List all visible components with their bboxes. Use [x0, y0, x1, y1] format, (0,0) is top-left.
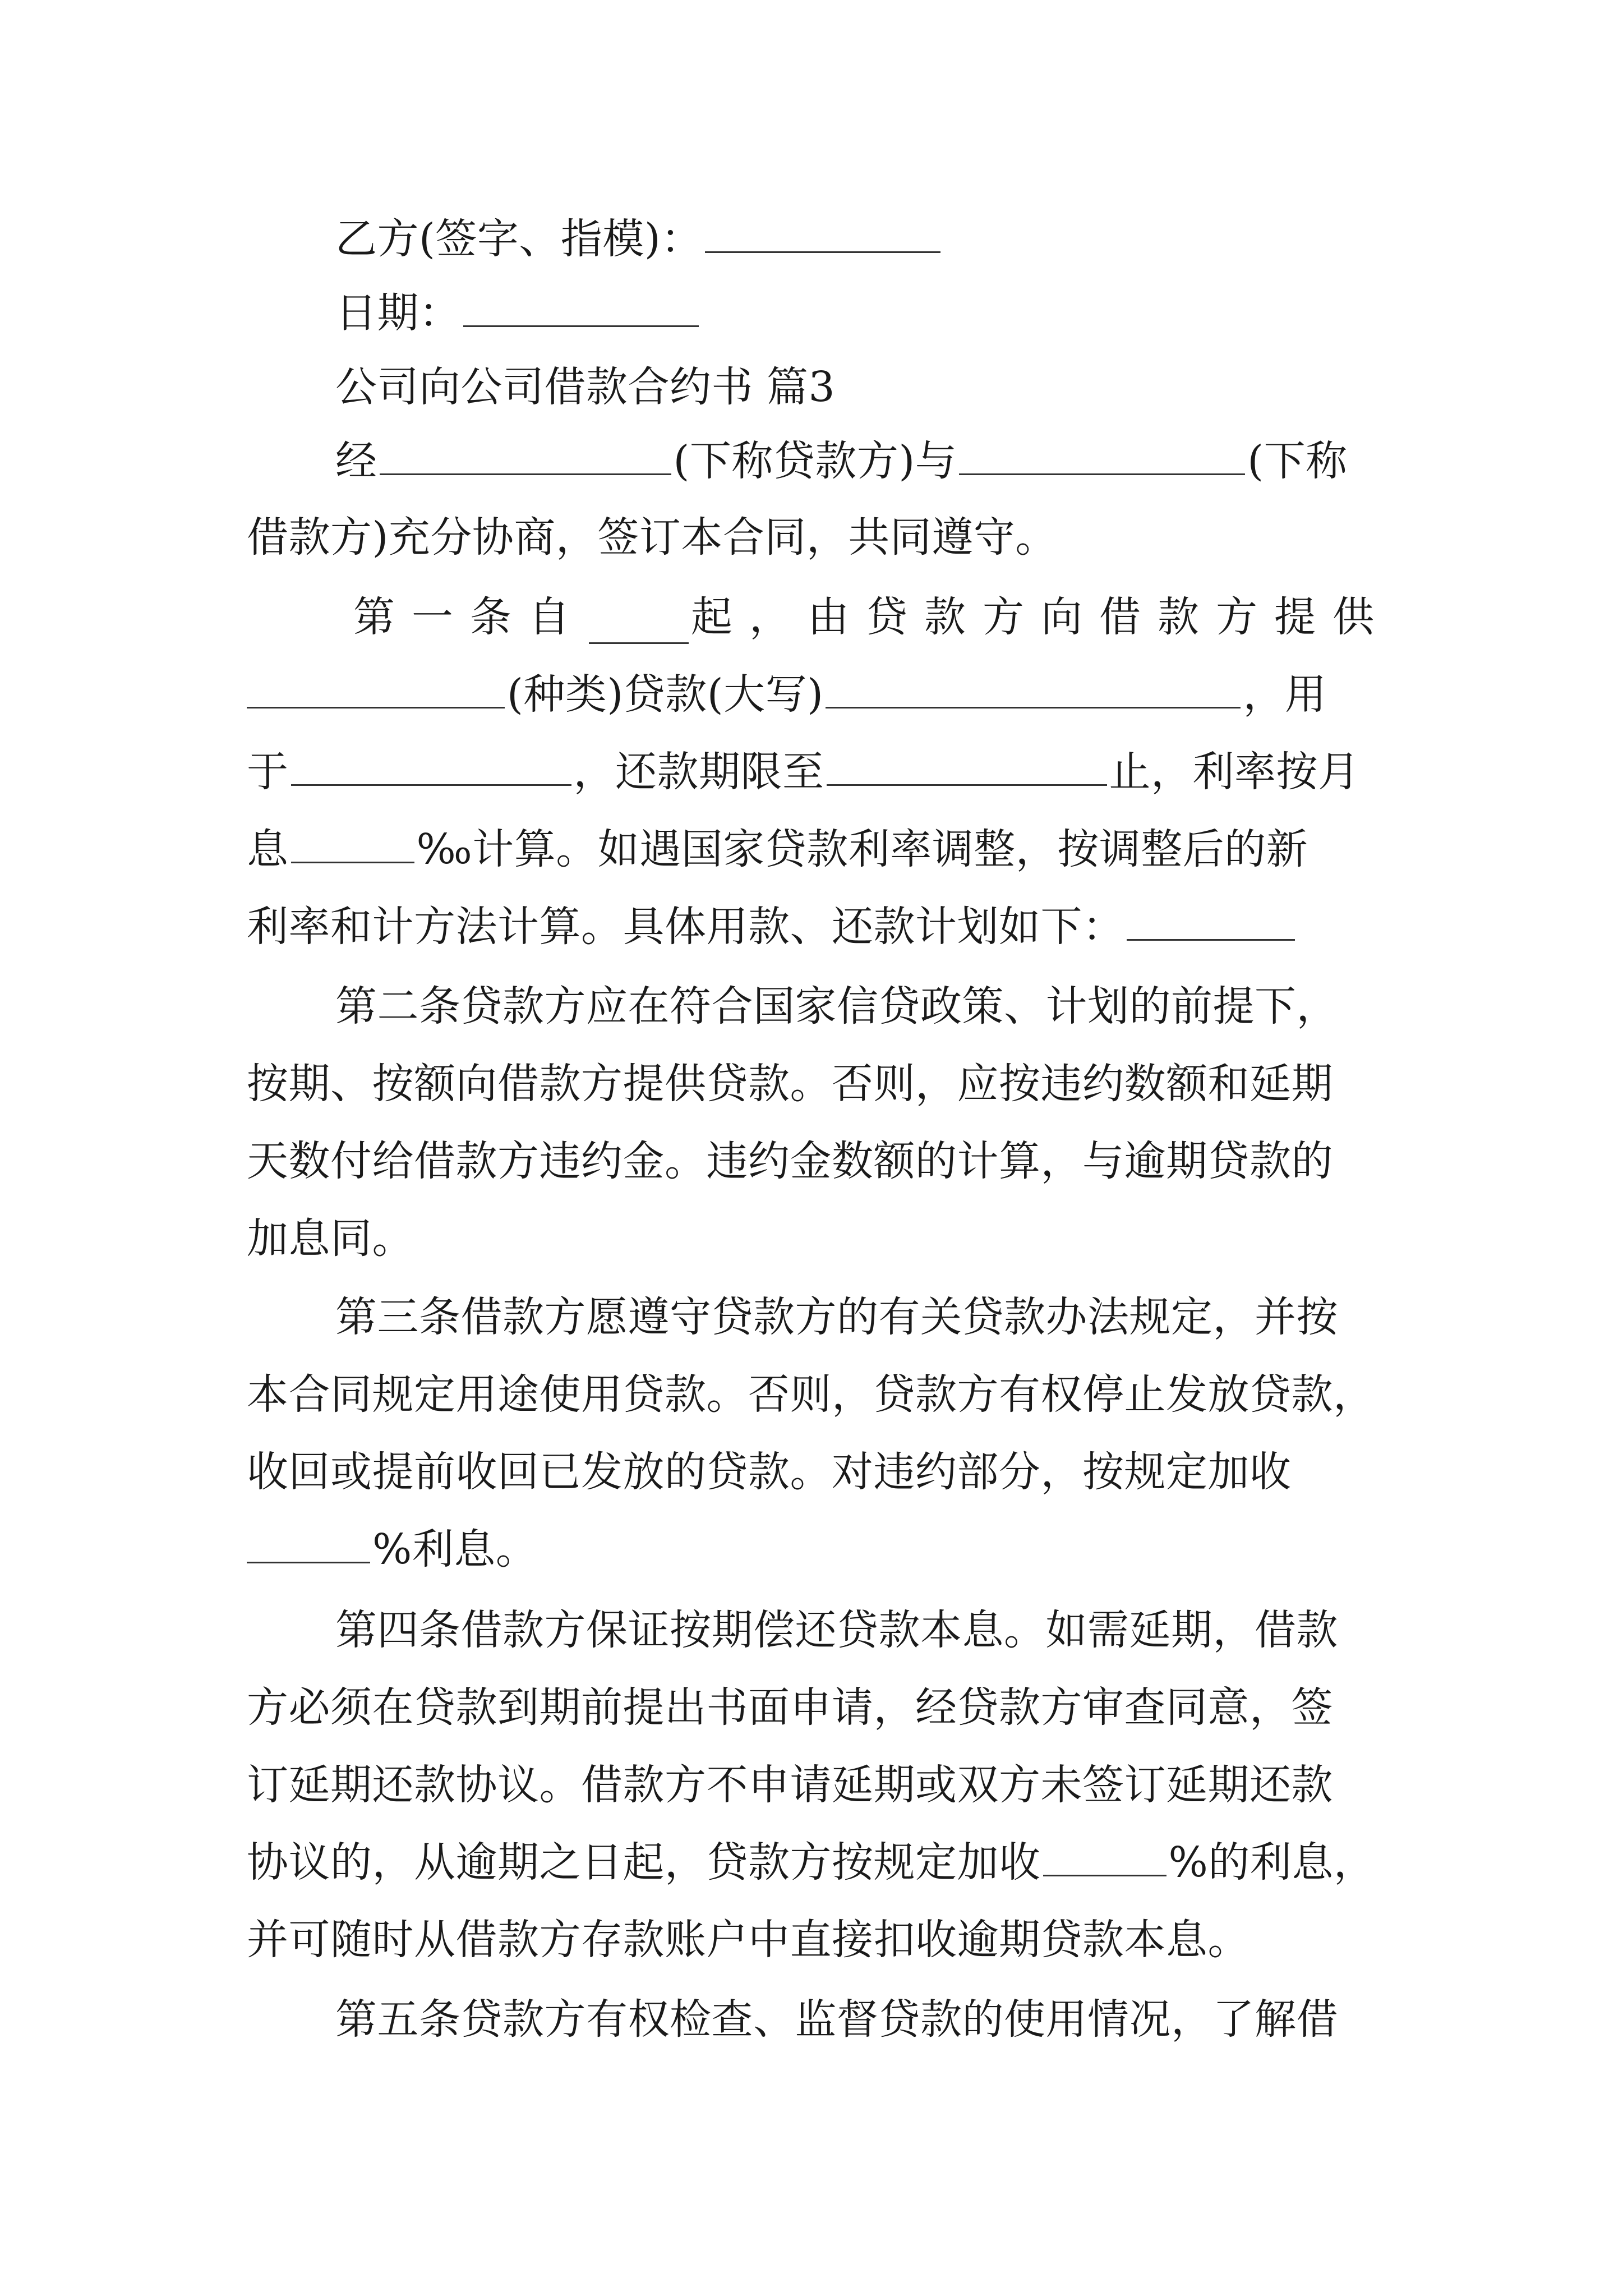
- art4-line-3: 订延期还款协议。借款方不申请延期或双方未签订延期还款: [247, 1761, 1333, 1809]
- art4-line-2: 方必须在贷款到期前提出书面申请，经贷款方审查同意，签: [247, 1683, 1333, 1732]
- party-b-signature-blank[interactable]: [705, 215, 940, 253]
- loan-type-blank[interactable]: [247, 671, 505, 708]
- art1-line-1: [353, 590, 1391, 644]
- art2-line-3: 天数付给借款方违约金。违约金数额的计算，与逾期贷款的: [247, 1137, 1333, 1185]
- intro-text-c: (下称: [1247, 437, 1348, 485]
- art1-line-5: [247, 900, 1391, 954]
- art4-text-e: %的利息，: [1168, 1838, 1376, 1887]
- art4-text-d: 协议的，从逾期之日起，贷款方按规定加收: [247, 1838, 1041, 1887]
- borrower-name-blank[interactable]: [959, 438, 1245, 475]
- art1-line-2: [247, 668, 1391, 721]
- intro-line-1: [335, 434, 1391, 488]
- art3-line-1: 第三条借款方愿遵守贷款方的有关贷款办法规定，并按: [335, 1293, 1338, 1341]
- loan-amount-blank[interactable]: [826, 671, 1241, 708]
- art2-line-4: 加息同。: [247, 1214, 414, 1263]
- intro-text-b: (下称贷款方)与: [673, 437, 957, 485]
- art3-line-4: [247, 1522, 1391, 1576]
- monthly-rate-blank[interactable]: [291, 826, 414, 863]
- start-date-blank[interactable]: [589, 606, 689, 644]
- lender-name-blank[interactable]: [380, 438, 671, 475]
- art1-text-a: 第一条自: [353, 593, 587, 641]
- art3-line-3: 收回或提前收回已发放的贷款。对违约部分，按规定加收: [247, 1448, 1292, 1496]
- art1-text-f: ，还款期限至: [573, 748, 824, 796]
- intro-text-a: 经: [335, 437, 377, 485]
- art3-line-2: 本合同规定用途使用贷款。否则，贷款方有权停止发放贷款，: [247, 1370, 1375, 1419]
- penalty-rate-blank[interactable]: [247, 1526, 370, 1563]
- art4-line-4: [247, 1835, 1391, 1889]
- art4-line-1: 第四条借款方保证按期偿还贷款本息。如需延期，借款: [335, 1606, 1338, 1654]
- loan-purpose-blank[interactable]: [291, 748, 571, 786]
- art1-text-h: 息: [247, 825, 289, 873]
- art1-text-j: 利率和计方法计算。具体用款、还款计划如下：: [247, 903, 1124, 951]
- repayment-plan-blank[interactable]: [1127, 903, 1295, 941]
- art1-text-e: 于: [247, 748, 289, 796]
- overdue-rate-blank[interactable]: [1043, 1839, 1166, 1876]
- date-label: 日期：: [335, 289, 461, 337]
- art2-line-1: 第二条贷款方应在符合国家信贷政策、计划的前提下，: [335, 982, 1338, 1030]
- art3-text-d: %利息。: [372, 1525, 538, 1573]
- date-blank[interactable]: [463, 289, 699, 327]
- art1-text-d: ，用: [1243, 670, 1327, 719]
- party-b-label: 乙方(签字、指模)：: [335, 215, 703, 263]
- art1-text-c: (种类)贷款(大写): [507, 670, 824, 719]
- art1-line-3: [247, 745, 1391, 799]
- party-b-signature-line: [335, 212, 1479, 266]
- intro-line-2: 借款方)充分协商，签订本合同，共同遵守。: [247, 513, 1057, 562]
- art1-text-i: ‰计算。如遇国家贷款利率调整，按调整后的新: [416, 825, 1308, 873]
- art1-text-b: 起，由贷款方向借款方提供: [691, 593, 1391, 641]
- repayment-deadline-blank[interactable]: [827, 748, 1107, 786]
- date-line: [335, 286, 1479, 340]
- art2-line-2: 按期、按额向借款方提供贷款。否则，应按违约数额和延期: [247, 1060, 1333, 1108]
- art1-line-4: [247, 822, 1391, 876]
- art4-line-5: 并可随时从借款方存款账户中直接扣收逾期贷款本息。: [247, 1916, 1249, 1964]
- art5-line-1: 第五条贷款方有权检查、监督贷款的使用情况，了解借: [335, 1995, 1338, 2044]
- art1-text-g: 止，利率按月: [1109, 748, 1360, 796]
- section-title: 公司向公司借款合约书 篇3: [335, 363, 836, 411]
